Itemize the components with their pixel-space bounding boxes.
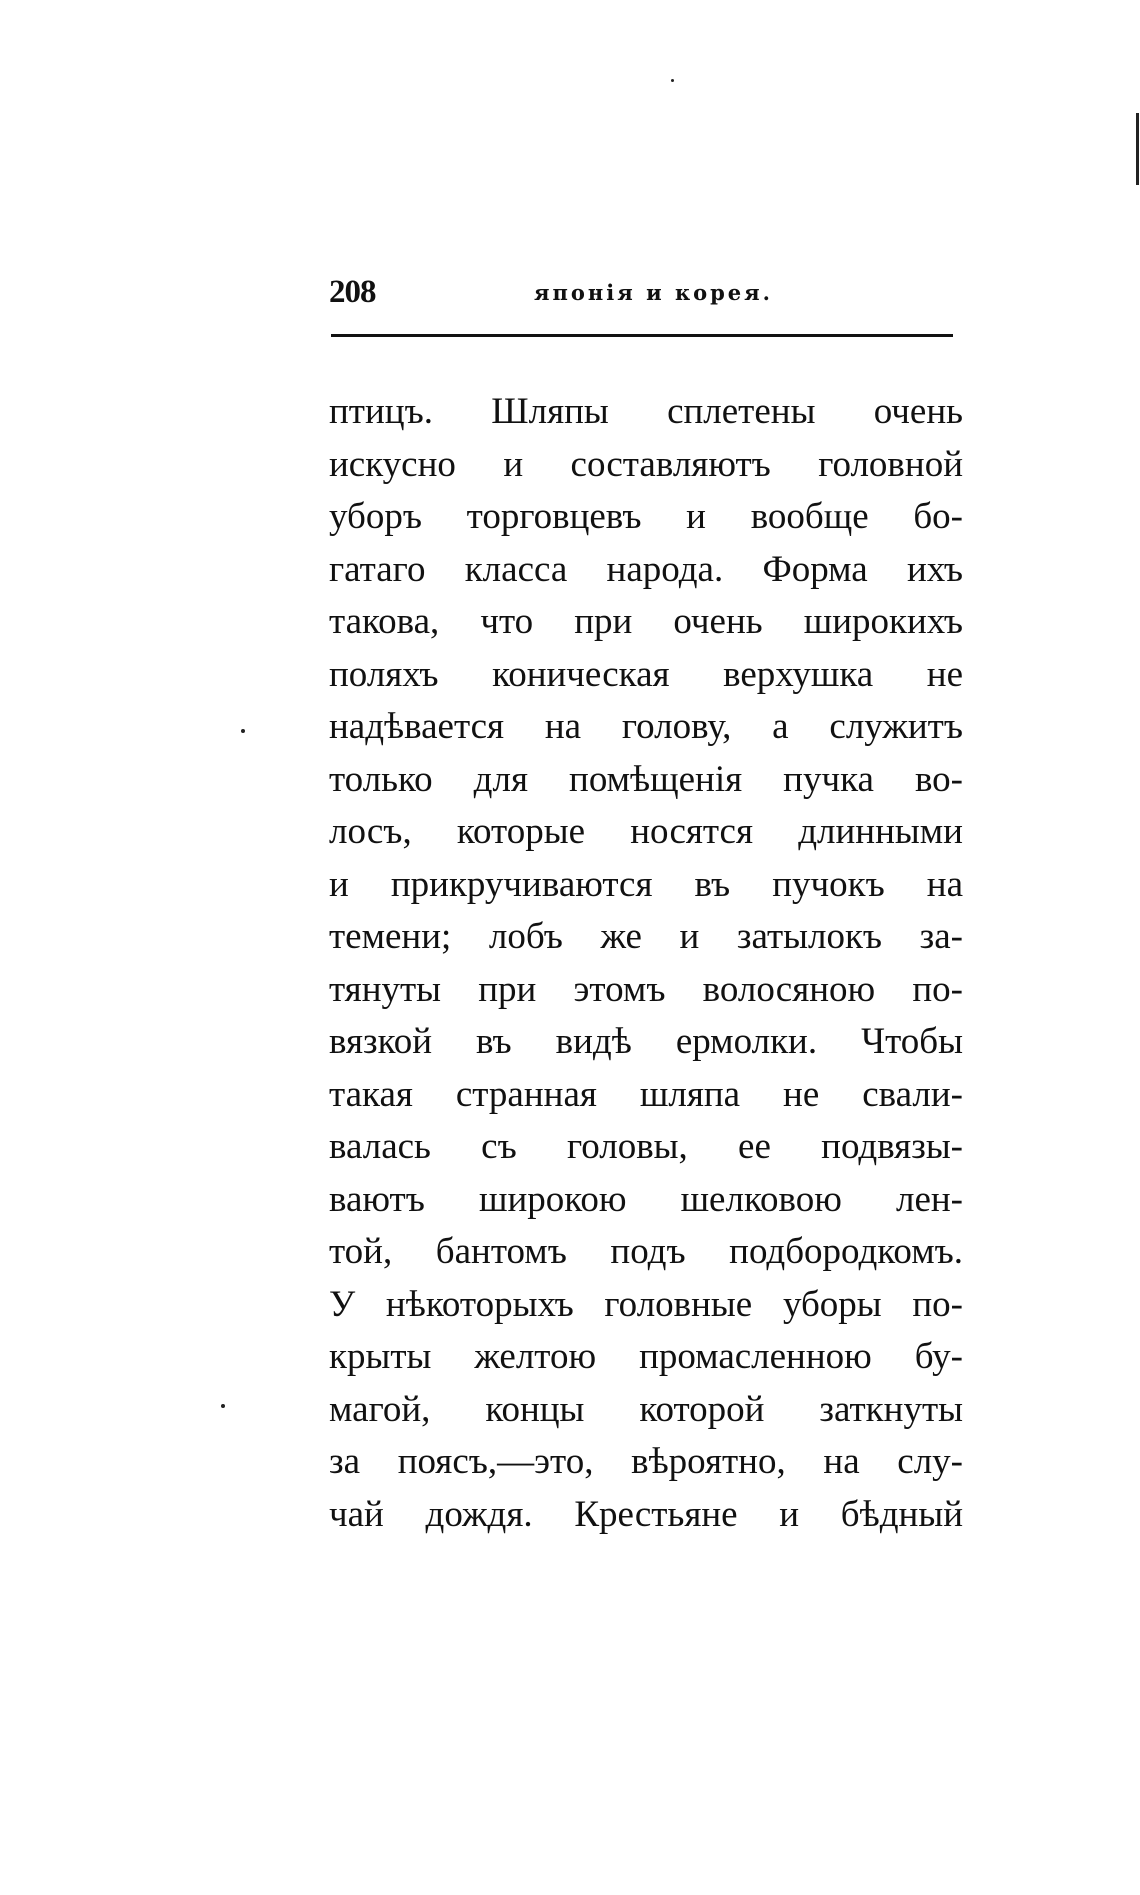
body-text (329, 386, 963, 1541)
text-line: такова, что при очень широкихъ (329, 601, 963, 642)
print-speck (241, 729, 245, 733)
text-line: валась съ головы, ее подвязы- (329, 1126, 963, 1167)
text-line: гатаго класса народа. Форма ихъ (329, 548, 963, 590)
text-line: за поясъ,—это, вѣроятно, на слу- (329, 1441, 963, 1482)
text-line: ваютъ широкою шелковою лен- (329, 1178, 963, 1220)
text-line: крыты желтою промасленною бу- (329, 1336, 963, 1377)
text-line: вязкой въ видѣ ермолки. Чтобы (329, 1021, 963, 1062)
text-line: той, бантомъ подъ подбородкомъ. (329, 1231, 963, 1272)
text-line: магой, концы которой заткнуты (329, 1388, 963, 1430)
header-rule (331, 334, 953, 337)
print-speck (221, 1404, 225, 1408)
page-header (329, 272, 953, 316)
running-title: японія и корея. (534, 280, 773, 305)
text-line: поляхъ коническая верхушка не (329, 653, 963, 695)
text-line: чай дождя. Крестьяне и бѣдный (329, 1493, 963, 1535)
page-number: 208 (329, 274, 376, 310)
text-line: только для помѣщенія пучка во- (329, 758, 963, 800)
text-line: искусно и составляютъ головной (329, 443, 963, 485)
text-line: уборъ торговцевъ и вообще бо- (329, 496, 963, 537)
text-line: такая странная шляпа не свали- (329, 1073, 963, 1115)
text-line: тянуты при этомъ волосяною по- (329, 968, 963, 1010)
scan-edge-mark (1136, 113, 1139, 185)
text-line: темени; лобъ же и затылокъ за- (329, 916, 963, 957)
print-speck (671, 79, 674, 82)
text-line: и прикручиваются въ пучокъ на (329, 863, 963, 905)
text-line: надѣвается на голову, а служитъ (329, 706, 963, 747)
text-line: лосъ, которые носятся длинными (329, 811, 963, 852)
text-line: птицъ. Шляпы сплетены очень (329, 391, 963, 432)
text-line: У нѣкоторыхъ головные уборы по- (329, 1283, 963, 1325)
